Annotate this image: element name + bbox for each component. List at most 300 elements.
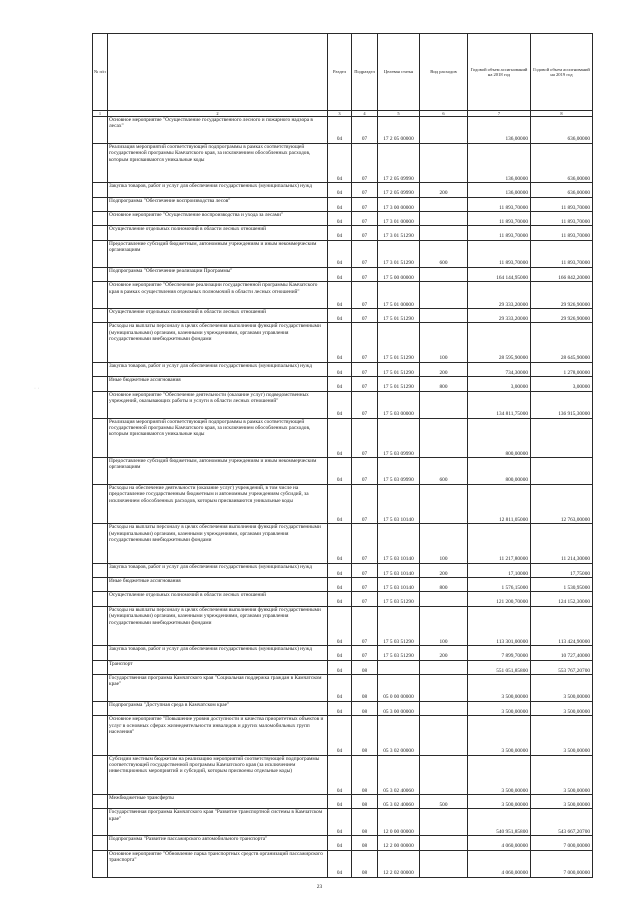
table-row [93,282,593,309]
row-number-cell [93,592,108,606]
row-target-article: 05 0 00 00000 [378,674,420,701]
row-section: 04 [328,795,352,809]
column-number: 5 [378,111,420,117]
table-row [93,267,593,281]
row-section: 04 [328,212,352,226]
table-row [93,524,593,563]
row-number-cell [93,606,108,645]
row-section: 04 [328,755,352,794]
row-amount-2019: 3 500,00000 [531,701,593,715]
row-name: Осуществление отдельных полномочий в области лесных отношений [108,592,328,606]
row-subsection: 07 [352,212,378,226]
row-amount-2018: 3 500,00000 [468,755,531,794]
row-name: Основное мероприятие "Обновление парка транспортных средств организаций пассажирского транспорта" [108,850,328,877]
row-number-cell [93,362,108,376]
row-amount-2019: 3,00000 [531,377,593,391]
row-amount-2018: 134 811,75000 [468,391,531,418]
row-expense-type [420,850,468,877]
header-subsection: Подраздел [352,34,378,111]
row-subsection: 08 [352,836,378,850]
row-amount-2018: 3 500,00000 [468,795,531,809]
table-row [93,391,593,418]
row-amount-2018: 3 500,00000 [468,716,531,755]
row-name: Основное мероприятие "Осуществление воспроизводства и ухода за лесами" [108,212,328,226]
column-number: 1 [93,111,108,117]
row-amount-2019: 11 214,30000 [531,524,593,563]
row-section: 04 [328,577,352,591]
row-amount-2019: 136 915,30000 [531,391,593,418]
row-name: Расходы на обеспечение деятельности (оказание услуг) учреждений, в том числе на предоставление государственным бюджетным и автономным учреждениям субсидий, за исключением обособленных расходов, которым присваиваются уникальные коды [108,484,328,523]
row-target-article: 17 2 05 09990 [378,183,420,197]
row-amount-2019: 124 152,30000 [531,592,593,606]
table-body [93,117,593,878]
row-amount-2018: 29 333,20000 [468,309,531,323]
row-subsection: 07 [352,143,378,182]
row-name: Расходы на выплаты персоналу в целях обеспечения выполнения функций государственными (муниципальными) органами, казенными учреждениями, органами управления государственными внебюджетными фондами [108,524,328,563]
row-subsection: 07 [352,117,378,144]
row-expense-type [420,674,468,701]
column-number: 4 [352,111,378,117]
row-section: 04 [328,391,352,418]
row-section: 04 [328,323,352,362]
row-target-article: 17 5 01 51290 [378,323,420,362]
header-expense-type: Вид расходов [420,34,468,111]
row-number-cell [93,212,108,226]
table-row [93,240,593,267]
table-row [93,795,593,809]
row-target-article: 17 5 01 51290 [378,309,420,323]
row-subsection: 07 [352,646,378,660]
row-name: Предоставление субсидий бюджетным, автономным учреждениям и иным некоммерческим организациям [108,240,328,267]
row-number-cell [93,197,108,211]
row-section: 04 [328,377,352,391]
row-name: Закупка товаров, работ и услуг для обеспечения государственных (муниципальных) нужд [108,646,328,660]
row-expense-type [420,282,468,309]
row-expense-type [420,267,468,281]
row-section: 04 [328,457,352,484]
row-subsection: 07 [352,377,378,391]
table-row [93,660,593,674]
row-section: 04 [328,836,352,850]
row-expense-type [420,212,468,226]
row-expense-type [420,309,468,323]
row-name: Основное мероприятие "Обеспечение деятельности (оказание услуг) подведомственных учреждений, оказывающих работы и услуги в области лесных отношений" [108,391,328,418]
row-subsection: 08 [352,755,378,794]
row-amount-2019: 113 424,90000 [531,606,593,645]
row-expense-type: 800 [420,377,468,391]
row-subsection: 08 [352,660,378,674]
table-row [93,850,593,877]
row-target-article [378,660,420,674]
row-subsection: 07 [352,362,378,376]
row-subsection: 07 [352,418,378,457]
row-number-cell [93,577,108,591]
row-section: 04 [328,143,352,182]
row-amount-2018: 4 060,00000 [468,836,531,850]
row-subsection: 08 [352,795,378,809]
row-subsection: 07 [352,282,378,309]
row-expense-type [420,418,468,457]
row-subsection: 07 [352,484,378,523]
row-expense-type [420,716,468,755]
header-target-article: Целевая статья [378,34,420,111]
row-amount-2018: 136,00000 [468,117,531,144]
row-number-cell [93,674,108,701]
row-name: Межбюджетные трансферты [108,795,328,809]
row-amount-2019: 636,00000 [531,143,593,182]
row-expense-type: 100 [420,524,468,563]
row-expense-type: 100 [420,323,468,362]
row-expense-type [420,592,468,606]
row-amount-2019: 12 763,00000 [531,484,593,523]
row-subsection: 07 [352,197,378,211]
row-target-article: 12 2 02 00000 [378,850,420,877]
row-name: Государственная программа Камчатского края "Социальная поддержка граждан в Камчатском крае" [108,674,328,701]
row-section: 04 [328,660,352,674]
row-amount-2018: 12 811,05000 [468,484,531,523]
row-target-article: 17 5 01 51290 [378,377,420,391]
row-subsection: 08 [352,701,378,715]
row-number-cell [93,226,108,240]
table-row [93,716,593,755]
row-expense-type [420,226,468,240]
row-target-article: 17 3 01 51290 [378,226,420,240]
row-name: Закупка товаров, работ и услуг для обеспечения государственных (муниципальных) нужд [108,563,328,577]
row-target-article: 17 5 01 00000 [378,282,420,309]
row-subsection: 07 [352,457,378,484]
row-name: Закупка товаров, работ и услуг для обеспечения государственных (муниципальных) нужд [108,362,328,376]
row-amount-2019: 10 727,40000 [531,646,593,660]
table-row [93,755,593,794]
row-expense-type: 500 [420,795,468,809]
table-row [93,418,593,457]
row-amount-2019: 7 000,00000 [531,850,593,877]
row-section: 04 [328,524,352,563]
table-row [93,377,593,391]
row-amount-2018: 136,00000 [468,143,531,182]
row-name: Основное мероприятие "Осуществление государственного лесного и пожарного надзора в лесах" [108,117,328,144]
row-amount-2019: 553 767,20700 [531,660,593,674]
row-target-article: 17 3 01 00000 [378,212,420,226]
row-subsection: 07 [352,524,378,563]
row-amount-2018: 11 217,80000 [468,524,531,563]
header-allocation-2019: Годовой объем ассигнований на 2019 год [531,34,593,111]
row-target-article: 17 5 03 09990 [378,418,420,457]
row-name: Осуществление отдельных полномочий в области лесных отношений [108,309,328,323]
row-amount-2018: 3 500,00000 [468,674,531,701]
table-row [93,309,593,323]
row-section: 04 [328,183,352,197]
row-amount-2019: 166 842,20000 [531,267,593,281]
row-expense-type [420,143,468,182]
row-target-article: 05 3 00 00000 [378,701,420,715]
row-name: Подпрограмма "Доступная среда в Камчатском крае" [108,701,328,715]
row-number-cell [93,418,108,457]
row-amount-2018: 17,10000 [468,563,531,577]
row-number-cell [93,755,108,794]
row-name: Реализация мероприятий соответствующей подпрограммы в рамках соответствующей государственной программы Камчатского края, за исключением обособленных расходов, которым присваиваются уникальные коды [108,143,328,182]
row-number-cell [93,563,108,577]
row-number-cell [93,309,108,323]
row-number-cell [93,143,108,182]
margin-marks: · · [34,386,40,392]
header-name [108,34,328,111]
table-row [93,197,593,211]
table-row [93,674,593,701]
row-expense-type: 200 [420,362,468,376]
row-amount-2019: 3 500,00000 [531,755,593,794]
row-section: 04 [328,716,352,755]
row-expense-type [420,836,468,850]
row-name: Осуществление отдельных полномочий в области лесных отношений [108,226,328,240]
row-amount-2019: 7 000,00000 [531,836,593,850]
row-amount-2019: 3 500,00000 [531,716,593,755]
row-target-article: 17 5 03 10140 [378,563,420,577]
row-amount-2018: 540 951,85800 [468,809,531,836]
row-subsection: 08 [352,674,378,701]
row-amount-2018: 113 301,00000 [468,606,531,645]
row-number-cell [93,850,108,877]
table-row [93,646,593,660]
row-expense-type: 800 [420,577,468,591]
row-number-cell [93,524,108,563]
row-amount-2018: 734,30000 [468,362,531,376]
row-amount-2019: 636,00000 [531,117,593,144]
row-expense-type [420,809,468,836]
row-section: 04 [328,418,352,457]
table-row [93,226,593,240]
row-target-article: 17 5 03 51290 [378,606,420,645]
row-section: 04 [328,674,352,701]
row-number-cell [93,716,108,755]
table-row [93,212,593,226]
row-name: Иные бюджетные ассигнования [108,377,328,391]
row-amount-2018: 800,00000 [468,457,531,484]
row-number-cell [93,377,108,391]
row-target-article: 17 2 05 09990 [378,143,420,182]
table-row [93,563,593,577]
row-amount-2019: 636,00000 [531,183,593,197]
row-name: Основное мероприятие "Повышение уровня доступности и качества приоритетных объектов и услуг в основных сферах жизнедеятельности инвалидов и других маломобильных групп населения" [108,716,328,755]
row-subsection: 08 [352,850,378,877]
row-expense-type [420,701,468,715]
row-amount-2018: 1 576,15000 [468,577,531,591]
row-target-article: 17 3 01 51290 [378,240,420,267]
row-expense-type [420,484,468,523]
row-subsection: 07 [352,309,378,323]
row-amount-2019 [531,418,593,457]
row-name: Реализация мероприятий соответствующей подпрограммы в рамках соответствующей государственной программы Камчатского края, за исключением обособленных расходов, которым присваиваются уникальные коды [108,418,328,457]
row-amount-2018: 11 893,70000 [468,240,531,267]
row-amount-2018: 551 051,85800 [468,660,531,674]
row-expense-type: 600 [420,457,468,484]
row-target-article: 12 2 00 00000 [378,836,420,850]
row-amount-2018: 800,00000 [468,418,531,457]
header-section: Раздел [328,34,352,111]
row-name: Подпрограмма "Обеспечение реализации Программы" [108,267,328,281]
row-expense-type: 200 [420,563,468,577]
row-number-cell [93,117,108,144]
table-row [93,809,593,836]
row-section: 04 [328,117,352,144]
column-number: 7 [468,111,531,117]
row-number-cell [93,660,108,674]
row-number-cell [93,836,108,850]
row-name: Закупка товаров, работ и услуг для обеспечения государственных (муниципальных) нужд [108,183,328,197]
row-subsection: 07 [352,577,378,591]
table-row [93,701,593,715]
row-number-cell [93,240,108,267]
row-subsection: 07 [352,592,378,606]
table-row [93,577,593,591]
row-target-article: 17 3 00 00000 [378,197,420,211]
row-section: 04 [328,362,352,376]
column-number: 3 [328,111,352,117]
row-name: Транспорт [108,660,328,674]
row-number-cell [93,267,108,281]
row-name: Иные бюджетные ассигнования [108,577,328,591]
budget-allocation-table [92,33,593,878]
row-subsection: 07 [352,391,378,418]
row-name: Расходы на выплаты персоналу в целях обеспечения выполнения функций государственными (муниципальными) органами, казенными учреждениями, органами управления государственными внебюджетными фондами [108,323,328,362]
row-amount-2018: 29 333,20000 [468,282,531,309]
row-target-article: 05 3 02 40060 [378,755,420,794]
row-target-article: 17 5 03 00000 [378,391,420,418]
header-number: № п/п [93,34,108,111]
column-number: 2 [108,111,328,117]
row-target-article: 17 5 03 10140 [378,524,420,563]
row-section: 04 [328,484,352,523]
row-amount-2018: 164 144,95000 [468,267,531,281]
row-expense-type: 600 [420,240,468,267]
row-number-cell [93,183,108,197]
table-row [93,323,593,362]
table-row [93,117,593,144]
row-number-cell [93,282,108,309]
table-header [93,34,593,117]
row-amount-2018: 28 595,90000 [468,323,531,362]
row-amount-2018: 4 060,00000 [468,850,531,877]
row-number-cell [93,484,108,523]
budget-table-sheet [92,33,592,878]
row-subsection: 07 [352,323,378,362]
row-subsection: 07 [352,240,378,267]
row-name: Основное мероприятие "Обеспечение реализации государственной программы Камчатского края в рамках осуществления отдельных полномочий в области лесных отношений" [108,282,328,309]
row-expense-type [420,391,468,418]
table-row [93,606,593,645]
row-section: 04 [328,606,352,645]
row-amount-2019 [531,457,593,484]
table-row [93,457,593,484]
row-target-article: 05 3 02 00000 [378,716,420,755]
row-section: 04 [328,850,352,877]
row-target-article: 17 5 03 09990 [378,457,420,484]
row-expense-type [420,660,468,674]
row-subsection: 07 [352,226,378,240]
row-target-article: 17 5 00 00000 [378,267,420,281]
row-target-article: 17 5 01 51290 [378,362,420,376]
row-section: 04 [328,809,352,836]
row-section: 04 [328,309,352,323]
row-amount-2019: 3 500,00000 [531,674,593,701]
row-subsection: 08 [352,716,378,755]
row-amount-2019: 11 893,70000 [531,212,593,226]
row-target-article: 17 2 05 00000 [378,117,420,144]
row-expense-type [420,197,468,211]
row-section: 04 [328,240,352,267]
row-amount-2019: 1 530,95000 [531,577,593,591]
row-name: Расходы на выплаты персоналу в целях обеспечения выполнения функций государственными (муниципальными) органами, казенными учреждениями, органами управления государственными внебюджетными фондами [108,606,328,645]
row-number-cell [93,323,108,362]
table-row [93,484,593,523]
row-name: Субсидии местным бюджетам на реализацию мероприятий соответствующей подпрограммы соответствующей государственной программы Камчатского края (за исключением инвестиционных мероприятий и субсидий, которым присвоены отдельные коды) [108,755,328,794]
row-expense-type [420,755,468,794]
row-number-cell [93,795,108,809]
row-section: 04 [328,563,352,577]
row-number-cell [93,391,108,418]
row-number-cell [93,701,108,715]
row-target-article: 05 3 02 40060 [378,795,420,809]
row-amount-2019: 29 926,90000 [531,309,593,323]
row-amount-2019: 28 645,90000 [531,323,593,362]
row-section: 04 [328,226,352,240]
row-section: 04 [328,282,352,309]
row-amount-2019: 3 500,00000 [531,795,593,809]
row-expense-type: 200 [420,646,468,660]
row-amount-2019: 11 893,70000 [531,226,593,240]
column-number: 6 [420,111,468,117]
row-target-article: 17 5 03 10140 [378,577,420,591]
row-name: Подпрограмма "Обеспечение воспроизводства лесов" [108,197,328,211]
row-expense-type [420,117,468,144]
table-row [93,183,593,197]
row-number-cell [93,646,108,660]
header-allocation-2018: Годовой объем ассигнований на 2018 год [468,34,531,111]
row-amount-2018: 11 893,70000 [468,197,531,211]
row-target-article: 17 5 03 51290 [378,646,420,660]
row-expense-type: 100 [420,606,468,645]
row-target-article: 17 5 03 10140 [378,484,420,523]
row-amount-2018: 7 899,70000 [468,646,531,660]
row-amount-2018: 11 893,70000 [468,212,531,226]
table-row [93,362,593,376]
table-row [93,592,593,606]
row-section: 04 [328,592,352,606]
row-section: 04 [328,197,352,211]
row-amount-2019: 1 278,00000 [531,362,593,376]
row-subsection: 07 [352,563,378,577]
row-amount-2018: 3,00000 [468,377,531,391]
row-target-article: 12 0 00 00000 [378,809,420,836]
row-target-article: 17 5 03 51290 [378,592,420,606]
row-amount-2019: 29 926,90000 [531,282,593,309]
row-amount-2018: 3 500,00000 [468,701,531,715]
row-subsection: 08 [352,809,378,836]
row-number-cell [93,809,108,836]
row-subsection: 07 [352,183,378,197]
row-amount-2018: 136,00000 [468,183,531,197]
table-row [93,143,593,182]
row-amount-2018: 11 893,70000 [468,226,531,240]
row-section: 04 [328,267,352,281]
row-name: Подпрограмма "Развитие пассажирского автомобильного транспорта" [108,836,328,850]
row-amount-2019: 17,75000 [531,563,593,577]
row-amount-2019: 543 667,20700 [531,809,593,836]
table-row [93,836,593,850]
row-name: Предоставление субсидий бюджетным, автономным учреждениям и иным некоммерческим организациям [108,457,328,484]
row-subsection: 07 [352,606,378,645]
row-amount-2019: 11 893,70000 [531,197,593,211]
